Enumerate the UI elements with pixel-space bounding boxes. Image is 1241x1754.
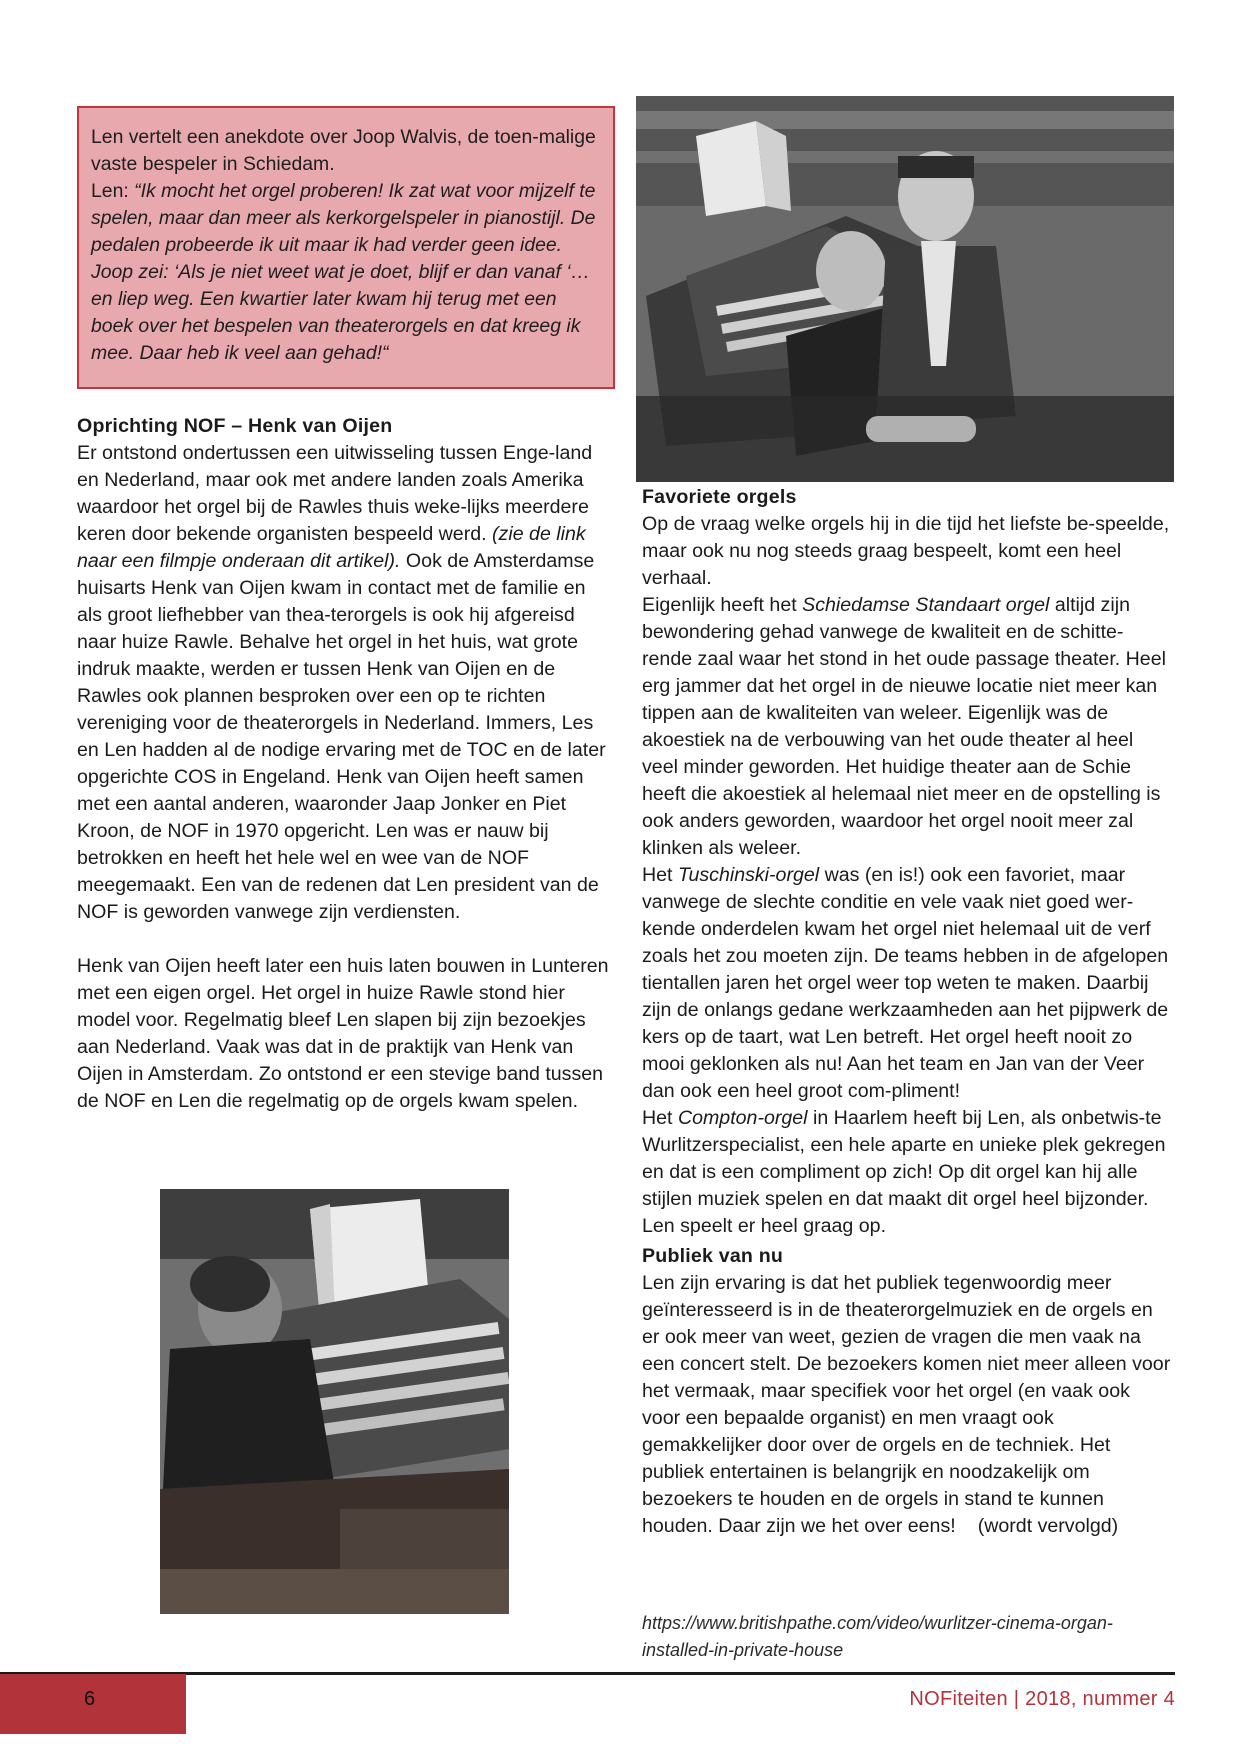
paragraph-oprichting-2: Henk van Oijen heeft later een huis laten bouwen in Lunteren met een eigen orgel. Het orgel in huize Rawle stond hier model voor. Regelmatig bleef Len slapen bij zijn bezoekjes aan Nederland. Vaak was dat in de praktijk van Henk van Oijen in Amsterdam. Zo ontstond er een stevige band tussen de NOF en Len die regelmatig op de orgels kwam spelen. bbox=[77, 955, 609, 1112]
quote-box bbox=[77, 106, 615, 389]
photo-two-men-at-organ-image bbox=[636, 96, 1174, 482]
paragraph-favoriete-4 bbox=[642, 1105, 1172, 1240]
photo-organist-at-console-image bbox=[160, 1189, 509, 1614]
paragraph-favoriete-2 bbox=[642, 592, 1172, 862]
heading-publiek-van-nu: Publiek van nu bbox=[642, 1245, 784, 1267]
right-column bbox=[642, 484, 1172, 1540]
photo-organist-at-console bbox=[160, 1189, 509, 1614]
paragraph-favoriete-4-start: Het bbox=[642, 1107, 678, 1129]
paragraph-favoriete-1: Op de vraag welke orgels hij in die tijd het liefste be-speelde, maar ook nu nog steeds graag bespeelt, komt een heel verhaal. bbox=[642, 513, 1170, 589]
continued-note: (wordt vervolgd) bbox=[977, 1515, 1119, 1537]
film-link[interactable]: https://www.britishpathe.com/video/wurlitzer-cinema-organ-installed-in-private-house bbox=[642, 1613, 1113, 1660]
paragraph-gap bbox=[77, 926, 610, 953]
schiedamse-orgel-name: Schiedamse Standaart orgel bbox=[802, 594, 1050, 616]
paragraph-oprichting-1-start: Er ontstond ondertussen een uitwisseling tussen Enge-land en Nederland, maar ook met andere landen zoals Amerika waardoor het orgel bij de Rawles thuis weke-lijks meerdere keren door bekende organisten bespeeld werd. bbox=[77, 442, 593, 545]
quote-speaker: Len: bbox=[91, 180, 135, 202]
paragraph-favoriete-3-start: Het bbox=[642, 864, 678, 886]
left-column bbox=[77, 413, 610, 1115]
quote-body bbox=[91, 178, 603, 367]
quote-text: “Ik mocht het orgel proberen! Ik zat wat voor mijzelf te spelen, maar dan meer als kerkorgelspeler in pianostijl. De pedalen probeerde ik uit maar ik had verder geen idee. Joop zei: ‘Als je niet weet wat je doet, blijf er dan vanaf ‘… en liep weg. Een kwartier later kwam hij terug met een boek over het bespelen van theaterorgels en dat kreeg ik mee. Daar heb ik veel aan gehad!“ bbox=[91, 180, 596, 364]
paragraph-publiek-1 bbox=[642, 1270, 1172, 1540]
paragraph-favoriete-3 bbox=[642, 862, 1172, 1105]
paragraph-favoriete-2-end: altijd zijn bewondering gehad vanwege de kwaliteit en de schitte-rende zaal waar het stond in het oude passage theater. Heel erg jammer dat het orgel in de nieuwe locatie niet meer kan tippen aan de kwaliteiten van weleer. Eigenlijk was de akoestiek na de verbouwing van het oude theater al heel veel minder geworden. Het huidige theater aan de Schie heeft die akoestiek al helemaal niet meer en de opstelling is ook anders geworden, waardoor het orgel nooit meer zal klinken als weleer. bbox=[642, 594, 1166, 859]
paragraph-favoriete-3-end: was (en is!) ook een favoriet, maar vanwege de slechte conditie en vele vaak niet goed wer-kende onderdelen kwam het orgel niet helemaal uit de verf zoals het zou moeten zijn. De teams hebben in de afgelopen tientallen jaren het orgel weer top weten te maken. Daarbij zijn de onlangs gedane werkzaamheden aan het pijpwerk de kers op de taart, wat Len betreft. Het orgel heeft nooit zo mooi geklonken als nu! Aan het team en Jan van der Veer dan ook een heel groot com-pliment! bbox=[642, 864, 1169, 1102]
photo-two-men-at-organ bbox=[636, 96, 1174, 482]
film-link-note: (zie de link naar een filmpje onderaan dit artikel). bbox=[77, 523, 586, 572]
heading-favoriete-orgels: Favoriete orgels bbox=[642, 486, 797, 508]
paragraph-oprichting-1-end: Ook de Amsterdamse huisarts Henk van Oijen kwam in contact met de familie en als groot liefhebber van thea-terorgels is ook hij afgereisd naar huize Rawle. Behalve het orgel in het huis, wat grote indruk maakte, werden er tussen Henk van Oijen en de Rawles ook plannen besproken over een op te richten vereniging voor de theaterorgels in Nederland. Immers, Les en Len hadden al de nodige ervaring met de TOC en de later opgerichte COS in Engeland. Henk van Oijen heeft samen met een aantal anderen, waaronder Jaap Jonker en Piet Kroon, de NOF in 1970 opgericht. Len was er nauw bij betrokken en heeft het hele wel en wee van de NOF meegemaakt. Een van de redenen dat Len president van de NOF is geworden vanwege zijn verdiensten. bbox=[77, 550, 606, 923]
compton-orgel-name: Compton-orgel bbox=[677, 1107, 808, 1129]
quote-intro: Len vertelt een anekdote over Joop Walvis, de toen-malige vaste bespeler in Schiedam. bbox=[91, 126, 596, 175]
publication-title: NOFiteiten | 2018, nummer 4 bbox=[909, 1688, 1175, 1710]
paragraph-publiek-1-text: Len zijn ervaring is dat het publiek tegenwoordig meer geïnteresseerd is in de theaterorgelmuziek en de orgels en er ook meer van weet, gezien de vragen die men vaak na een concert stelt. De bezoekers komen niet meer alleen voor het vermaak, maar specifiek voor het orgel (en vaak ook voor een bepaalde organist) en men vraagt ook gemakkelijker door over de orgels en de techniek. Het publiek entertainen is belangrijk en noodzakelijk om bezoekers te houden en de orgels in stand te kunnen houden. Daar zijn we het over eens! bbox=[642, 1272, 1171, 1537]
paragraph-favoriete-4-end: in Haarlem heeft bij Len, als onbetwis-te Wurlitzerspecialist, een hele aparte en unieke plek gekregen en dat is een compliment op zich! Op dit orgel kan hij alle stijlen muziek spelen en dat maakt dit orgel heel bijzonder. Len speelt er heel graag op. bbox=[642, 1107, 1166, 1237]
heading-oprichting-nof: Oprichting NOF – Henk van Oijen bbox=[77, 415, 393, 437]
paragraph-favoriete-2-start: Eigenlijk heeft het bbox=[642, 594, 803, 616]
paragraph-oprichting-1 bbox=[77, 440, 610, 926]
tuschinski-orgel-name: Tuschinski-orgel bbox=[677, 864, 820, 886]
page-number: 6 bbox=[84, 1688, 96, 1710]
